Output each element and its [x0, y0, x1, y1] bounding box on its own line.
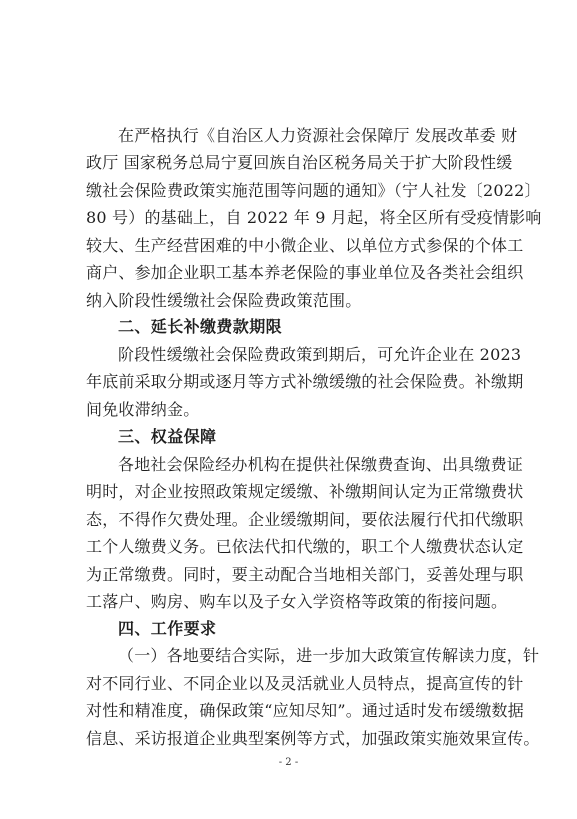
- paragraph-line: 对性和精准度，确保政策“应知尽知”。通过适时发布缓缴数据: [86, 701, 524, 721]
- paragraph-line: 间免收滞纳金。: [86, 400, 200, 420]
- paragraph-line: 信息、采访报道企业典型案例等方式，加强政策实施效果宣传。: [86, 729, 540, 748]
- paragraph-line: 较大、生产经营困难的中小微企业、以单位方式参保的个体工: [86, 235, 524, 255]
- paragraph-line: 明时，对企业按照政策规定缓缴、补缴期间认定为正常缴费状: [86, 481, 524, 501]
- paragraph-line: （一）各地要结合实际，进一步加大政策宣传解读力度，针: [118, 646, 540, 666]
- paragraph-line: 缴社会保险费政策实施范围等问题的通知》（宁人社发〔2022〕: [86, 180, 541, 200]
- section-heading: 二、延长补缴费款期限: [118, 317, 283, 337]
- paragraph-line: 为正常缴费。同时，要主动配合当地相关部门，妥善处理与职: [86, 564, 524, 584]
- paragraph-line: 在严格执行《自治区人力资源社会保障厅 发展改革委 财: [118, 126, 518, 145]
- page-number: - 2 -: [278, 757, 299, 768]
- paragraph-line: 80 号）的基础上，自 2022 年 9 月起，将全区所有受疫情影响: [86, 207, 542, 227]
- section-heading: 四、工作要求: [118, 619, 217, 639]
- paragraph-line: 年底前采取分期或逐月等方式补缴缓缴的社会保险费。补缴期: [86, 372, 524, 392]
- paragraph-line: 各地社会保险经办机构在提供社保缴费查询、出具缴费证: [118, 454, 524, 474]
- paragraph-line: 商户、参加企业职工基本养老保险的事业单位及各类社会组织: [86, 262, 524, 282]
- section-heading: 三、权益保障: [118, 427, 217, 447]
- paragraph-line: 工落户、购房、购车以及子女入学资格等政策的衔接问题。: [86, 591, 508, 611]
- paragraph-line: 态，不得作欠费处理。企业缓缴期间，要依法履行代扣代缴职: [86, 509, 524, 529]
- paragraph-line: 政厅 国家税务总局宁夏回族自治区税务局关于扩大阶段性缓: [86, 153, 513, 172]
- paragraph-line: 纳入阶段性缓缴社会保险费政策范围。: [86, 290, 362, 310]
- paragraph-line: 阶段性缓缴社会保险费政策到期后，可允许企业在 2023: [118, 345, 522, 365]
- paragraph-line: 工个人缴费义务。已依法代扣代缴的，职工个人缴费状态认定: [86, 536, 524, 556]
- paragraph-line: 对不同行业、不同企业以及灵活就业人员特点，提高宣传的针: [86, 674, 524, 694]
